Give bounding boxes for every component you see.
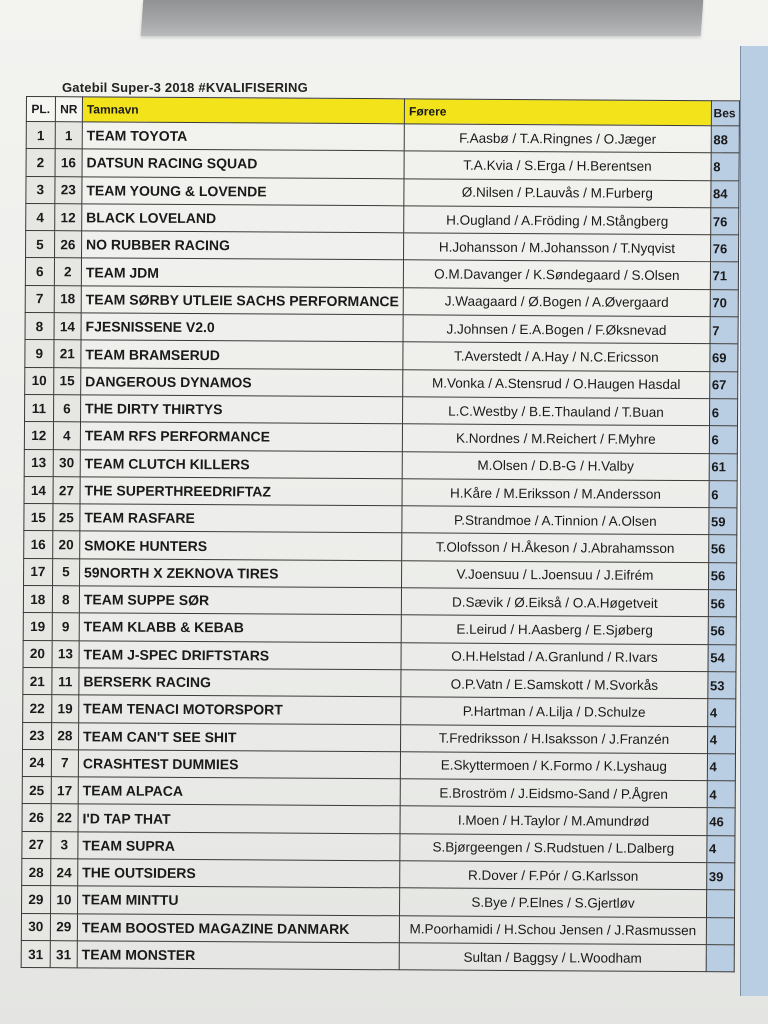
table-row [25,367,738,399]
column-header-place: PL. [26,97,55,122]
cell-best: 56 [708,617,736,644]
table-row [26,203,739,235]
cell-number: 6 [53,395,80,422]
column-header-team: Tamnavn [82,97,404,124]
table-row [23,695,736,727]
cell-drivers: Ø.Nilsen / P.Lauvås / M.Furberg [404,178,711,207]
table-row [26,122,739,154]
cell-drivers: I.Moen / H.Taylor / M.Amundrød [400,806,707,835]
table-row [22,777,735,809]
cell-best: 71 [710,262,738,289]
table-row [25,285,738,317]
cell-best: 84 [711,180,739,207]
cell-best [706,890,734,917]
table-row [22,859,735,891]
cell-best [706,917,734,944]
cell-number: 9 [52,613,79,640]
cell-place: 25 [22,777,51,804]
cell-number: 14 [54,313,81,340]
cell-best: 53 [708,672,736,699]
cell-drivers: F.Aasbø / T.A.Ringnes / O.Jæger [404,124,711,153]
cell-best [706,945,734,972]
cell-best: 56 [708,562,736,589]
cell-team: TEAM KLABB & KEBAB [79,613,401,642]
cell-number: 20 [52,531,79,558]
cell-drivers: H.Kåre / M.Eriksson / M.Andersson [402,479,709,508]
cell-best: 76 [710,208,738,235]
cell-drivers: M.Olsen / D.B-G / H.Valby [402,451,709,480]
cell-number: 22 [51,804,78,831]
cell-number: 16 [55,149,82,176]
cell-best: 67 [709,371,737,398]
cell-number: 4 [53,422,80,449]
cell-team: TEAM J-SPEC DRIFTSTARS [79,640,401,669]
cell-drivers: T.Olofsson / H.Åkeson / J.Abrahamsson [402,533,709,562]
column-header-number: NR [55,97,82,122]
cell-drivers: E.Leirud / H.Aasberg / E.Sjøberg [401,615,708,644]
cell-number: 30 [53,449,80,476]
cell-number: 5 [52,558,79,585]
cell-best: 88 [711,126,739,153]
cell-number: 21 [54,340,81,367]
cell-drivers: R.Dover / F.Pór / G.Karlsson [400,861,707,890]
cell-place: 10 [25,367,54,394]
results-table [21,96,740,973]
cell-place: 14 [24,476,53,503]
cell-team: TEAM JDM [81,258,403,287]
cell-number: 7 [51,749,78,776]
cell-drivers: T.Averstedt / A.Hay / N.C.Ericsson [403,342,710,371]
cell-team: TEAM SUPRA [78,832,400,861]
table-row [21,940,734,972]
table-row [24,504,737,536]
table-row [26,149,739,181]
cell-best: 4 [707,754,735,781]
cell-team: FJESNISSENE V2.0 [81,313,403,342]
cell-best: 59 [709,508,737,535]
cell-place: 13 [24,449,53,476]
cell-best: 61 [709,453,737,480]
cell-number: 26 [54,231,81,258]
cell-best: 39 [706,863,734,890]
table-row [26,231,739,263]
cell-number: 23 [55,176,82,203]
cell-drivers: O.H.Helstad / A.Granlund / R.Ivars [401,642,708,671]
cell-best: 54 [708,644,736,671]
cell-best: 76 [710,235,738,262]
table-row [24,476,737,508]
cell-best: 4 [707,835,735,862]
table-row [26,176,739,208]
tape-strip [141,0,704,36]
cell-best: 46 [707,808,735,835]
cell-best: 8 [711,153,739,180]
cell-number: 27 [53,477,80,504]
cell-place: 3 [26,176,55,203]
cell-team: TEAM TENACI MOTORSPORT [79,695,401,724]
table-row [25,258,738,290]
cell-drivers: T.A.Kvia / S.Erga / H.Berentsen [404,151,711,180]
cell-drivers: H.Ougland / A.Fröding / M.Stångberg [404,206,711,235]
cell-place: 20 [23,640,52,667]
cell-place: 26 [22,804,51,831]
cell-drivers: V.Joensuu / L.Joensuu / J.Eifrém [402,561,709,590]
cell-team: DANGEROUS DYNAMOS [81,368,403,397]
cell-team: TEAM YOUNG & LOVENDE [82,176,404,205]
cell-place: 6 [25,258,54,285]
cell-number: 19 [51,695,78,722]
cell-team: TEAM CAN'T SEE SHIT [78,722,400,751]
table-row [23,640,736,672]
cell-team: TEAM BOOSTED MAGAZINE DANMARK [77,913,399,942]
cell-number: 24 [50,859,77,886]
table-row [25,340,738,372]
cell-best: 56 [708,590,736,617]
table-row [24,558,737,590]
cell-place: 16 [24,531,53,558]
cell-drivers: J.Waagaard / Ø.Bogen / A.Øvergaard [403,288,710,317]
cell-best: 7 [710,317,738,344]
cell-team: THE OUTSIDERS [78,859,400,888]
cell-team: TEAM SUPPE SØR [79,586,401,615]
cell-place: 19 [23,613,52,640]
cell-drivers: P.Hartman / A.Lilja / D.Schulze [401,697,708,726]
cell-best: 4 [707,781,735,808]
table-row [22,749,735,781]
cell-best: 4 [707,726,735,753]
cell-best: 6 [709,426,737,453]
table-row [23,722,736,754]
cell-drivers: O.M.Davanger / K.Søndegaard / S.Olsen [404,260,711,289]
table-row [23,586,736,618]
cell-team: THE DIRTY THIRTYS [80,395,402,424]
cell-team: TEAM SØRBY UTLEIE SACHS PERFORMANCE [81,286,403,315]
cell-team: TEAM ALPACA [78,777,400,806]
cell-team: 59NORTH X ZEKNOVA TIRES [79,559,401,588]
cell-team: THE SUPERTHREEDRIFTAZ [80,477,402,506]
cell-team: TEAM CLUTCH KILLERS [80,449,402,478]
cell-place: 8 [25,313,54,340]
cell-place: 11 [25,394,54,421]
cell-best: 6 [709,481,737,508]
cell-number: 12 [54,204,81,231]
cell-team: TEAM MINTTU [77,886,399,915]
cell-place: 22 [23,695,52,722]
cell-best: 56 [708,535,736,562]
cell-team: DATSUN RACING SQUAD [82,149,404,178]
table-row [24,531,737,563]
cell-team: TEAM BRAMSERUD [81,340,403,369]
cell-team: TEAM RASFARE [80,504,402,533]
best-column-band [740,46,768,996]
cell-team: CRASHTEST DUMMIES [78,750,400,779]
cell-place: 5 [26,231,55,258]
cell-team: TEAM RFS PERFORMANCE [80,422,402,451]
cell-number: 11 [52,668,79,695]
cell-drivers: E.Skyttermoen / K.Formo / K.Lyshaug [401,752,708,781]
cell-team: SMOKE HUNTERS [80,531,402,560]
cell-drivers: J.Johnsen / E.A.Bogen / F.Øksnevad [403,315,710,344]
table-row [22,831,735,863]
table-row [24,449,737,481]
cell-place: 29 [22,886,51,913]
cell-team: BLACK LOVELAND [82,204,404,233]
cell-place: 7 [25,285,54,312]
cell-drivers: E.Broström / J.Eidsmo-Sand / P.Ågren [400,779,707,808]
cell-team: I'D TAP THAT [78,804,400,833]
cell-place: 4 [26,203,55,230]
cell-place: 27 [22,831,51,858]
cell-number: 15 [53,367,80,394]
table-row [22,886,735,918]
column-header-drivers: Førere [405,99,712,126]
cell-drivers: P.Strandmoe / A.Tinnion / A.Olsen [402,506,709,535]
cell-number: 1 [55,122,82,149]
table-row [21,913,734,945]
cell-team: NO RUBBER RACING [81,231,403,260]
cell-place: 1 [26,122,55,149]
cell-team: TEAM TOYOTA [82,122,404,151]
table-row [24,422,737,454]
table-row [25,313,738,345]
cell-place: 12 [24,422,53,449]
cell-drivers: M.Poorhamidi / H.Schou Jensen / J.Rasmussen [400,915,707,944]
cell-team: TEAM MONSTER [77,941,399,970]
cell-number: 18 [54,285,81,312]
cell-best: 70 [710,289,738,316]
cell-drivers: S.Bjørgeengen / S.Rudstuen / L.Dalberg [400,834,707,863]
table-row [25,394,738,426]
cell-best: 69 [710,344,738,371]
cell-number: 2 [54,258,81,285]
table-row [22,804,735,836]
cell-best: 4 [707,699,735,726]
cell-drivers: O.P.Vatn / E.Samskott / M.Svorkås [401,670,708,699]
column-header-best: Bes [711,101,739,126]
cell-drivers: M.Vonka / A.Stensrud / O.Haugen Hasdal [403,369,710,398]
table-row [23,667,736,699]
document-title: Gatebil Super-3 2018 #KVALIFISERING [62,80,308,95]
cell-place: 31 [21,940,50,967]
table-row [23,613,736,645]
cell-number: 25 [53,504,80,531]
cell-number: 17 [51,777,78,804]
cell-place: 23 [23,722,52,749]
cell-drivers: D.Sævik / Ø.Eikså / O.A.Høgetveit [402,588,709,617]
cell-drivers: T.Fredriksson / H.Isaksson / J.Franzén [401,724,708,753]
cell-place: 28 [22,859,51,886]
cell-number: 29 [50,913,77,940]
cell-team: BERSERK RACING [79,668,401,697]
cell-place: 15 [24,504,53,531]
cell-place: 24 [22,749,51,776]
cell-number: 3 [51,831,78,858]
cell-place: 21 [23,667,52,694]
cell-number: 10 [50,886,77,913]
cell-best: 6 [709,399,737,426]
cell-place: 9 [25,340,54,367]
cell-number: 31 [50,941,77,968]
cell-number: 13 [52,640,79,667]
cell-place: 30 [21,913,50,940]
cell-drivers: Sultan / Baggsy / L.Woodham [399,943,706,972]
cell-drivers: L.C.Westby / B.E.Thauland / T.Buan [403,397,710,426]
cell-drivers: H.Johansson / M.Johansson / T.Nyqvist [404,233,711,262]
cell-drivers: K.Nordnes / M.Reichert / F.Myhre [403,424,710,453]
cell-place: 17 [24,558,53,585]
cell-number: 28 [51,722,78,749]
cell-number: 8 [52,586,79,613]
cell-place: 18 [23,586,52,613]
cell-place: 2 [26,149,55,176]
cell-drivers: S.Bye / P.Elnes / S.Gjertløv [400,888,707,917]
